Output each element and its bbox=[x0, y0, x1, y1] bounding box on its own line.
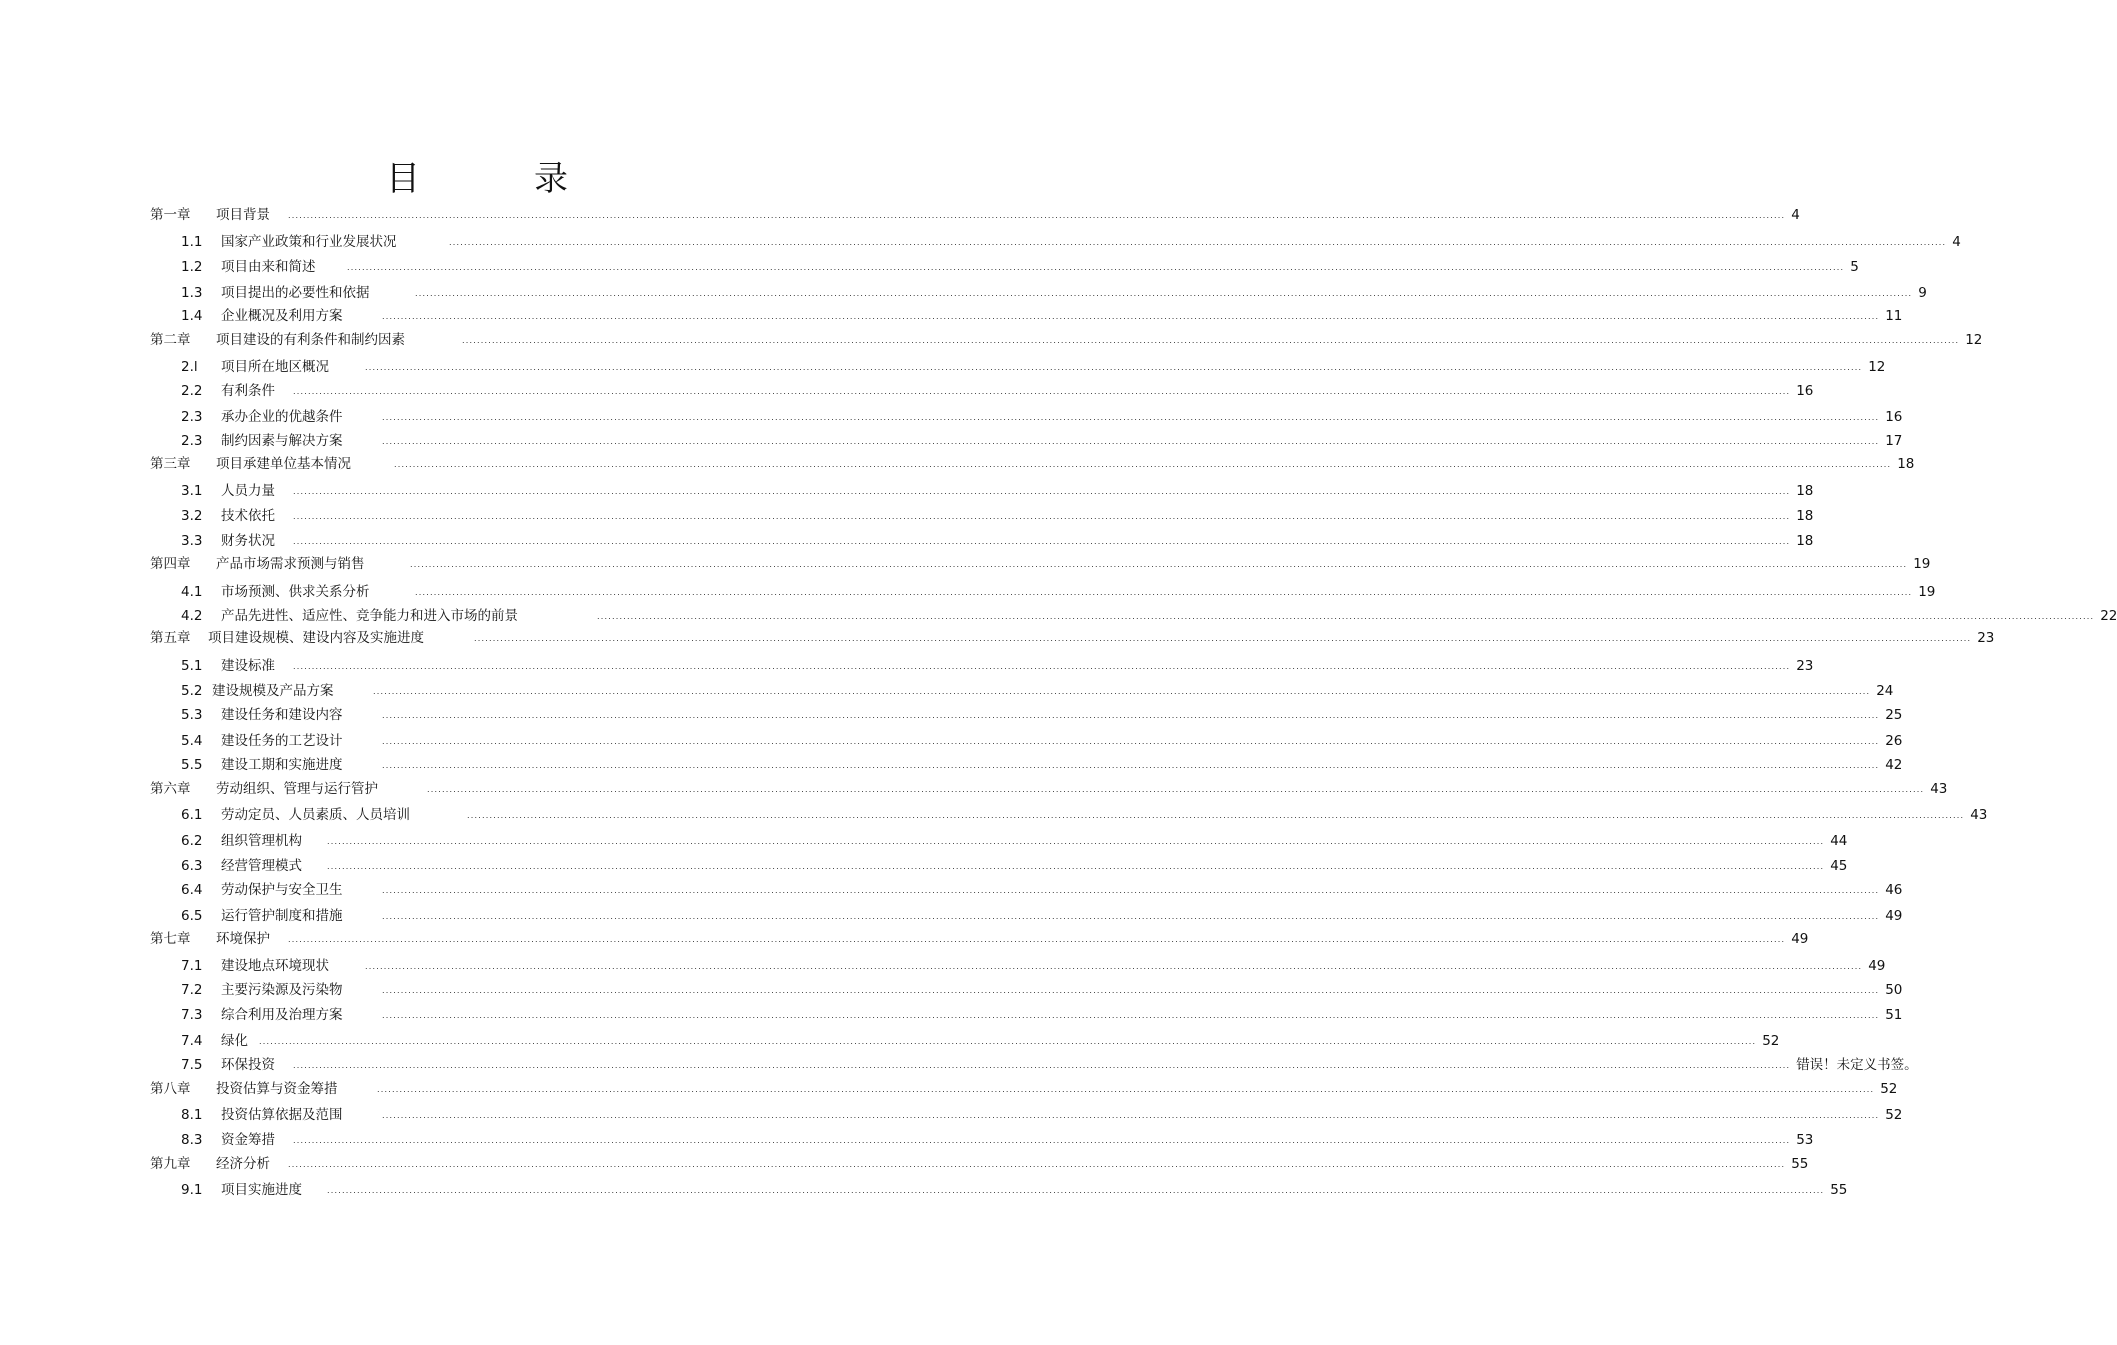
toc-entry-label: 建设规模及产品方案 bbox=[212, 683, 334, 699]
toc-chapter-entry[interactable] bbox=[150, 555, 1931, 575]
toc-section-entry[interactable] bbox=[181, 706, 1903, 726]
toc-page-number: 46 bbox=[1885, 882, 1903, 898]
toc-entry-label: 项目提出的必要性和依据 bbox=[221, 285, 370, 301]
toc-entry-label: 投资估算依据及范围 bbox=[221, 1107, 343, 1123]
toc-entry-label: 企业概况及利用方案 bbox=[221, 308, 343, 324]
toc-entry-number: 第三章 bbox=[150, 456, 191, 472]
toc-leader-dots: ................................................................................................................................................................................................................................................................................................................................................................................................................ bbox=[288, 1160, 1786, 1169]
toc-entry-number: 6.5 bbox=[181, 908, 203, 924]
toc-entry-label: 劳动定员、人员素质、人员培训 bbox=[221, 807, 410, 823]
toc-section-entry[interactable] bbox=[181, 432, 1903, 452]
toc-page-number: 24 bbox=[1876, 683, 1894, 699]
toc-entry-label: 建设任务的工艺设计 bbox=[221, 733, 343, 749]
toc-section-entry[interactable] bbox=[181, 657, 1814, 677]
toc-page-number: 16 bbox=[1885, 409, 1903, 425]
toc-entry-label: 经营管理模式 bbox=[221, 858, 302, 874]
toc-section-entry[interactable] bbox=[181, 532, 1814, 552]
toc-leader-dots: ................................................................................................................................................................................................................................................................................................................................................................................................................ bbox=[293, 662, 1791, 671]
toc-entry-label: 产品市场需求预测与销售 bbox=[216, 556, 365, 572]
toc-leader-dots: ................................................................................................................................................................................................................................................................................................................................................................................................................ bbox=[327, 837, 1825, 846]
toc-section-entry[interactable] bbox=[181, 907, 1903, 927]
toc-section-entry[interactable] bbox=[181, 1006, 1903, 1026]
toc-entry-label: 建设工期和实施进度 bbox=[221, 757, 343, 773]
toc-entry-label: 综合利用及治理方案 bbox=[221, 1007, 343, 1023]
toc-leader-dots: ................................................................................................................................................................................................................................................................................................................................................................................................................ bbox=[382, 437, 1880, 446]
toc-leader-dots: ................................................................................................................................................................................................................................................................................................................................................................................................................ bbox=[415, 588, 1913, 597]
toc-leader-dots: ................................................................................................................................................................................................................................................................................................................................................................................................................ bbox=[415, 289, 1913, 298]
toc-section-entry[interactable] bbox=[181, 881, 1903, 901]
toc-entry-number: 1.2 bbox=[181, 259, 203, 275]
toc-section-entry[interactable] bbox=[181, 981, 1903, 1001]
toc-leader-dots: ................................................................................................................................................................................................................................................................................................................................................................................................................ bbox=[347, 263, 1845, 272]
toc-entry-number: 1.4 bbox=[181, 308, 203, 324]
toc-entry-label: 运行管护制度和措施 bbox=[221, 908, 343, 924]
toc-leader-dots: ................................................................................................................................................................................................................................................................................................................................................................................................................ bbox=[382, 886, 1880, 895]
toc-chapter-entry[interactable] bbox=[150, 206, 1800, 226]
toc-section-entry[interactable] bbox=[181, 358, 1886, 378]
toc-section-entry[interactable] bbox=[181, 682, 1894, 702]
toc-entry-label: 财务状况 bbox=[221, 533, 275, 549]
toc-section-entry[interactable] bbox=[181, 1106, 1903, 1126]
toc-page-number: 52 bbox=[1880, 1081, 1898, 1097]
toc-entry-label: 经济分析 bbox=[216, 1156, 270, 1172]
toc-entry-number: 5.3 bbox=[181, 707, 203, 723]
toc-leader-dots: ................................................................................................................................................................................................................................................................................................................................................................................................................ bbox=[327, 1186, 1825, 1195]
toc-section-entry[interactable] bbox=[181, 1056, 1918, 1076]
toc-leader-dots: ................................................................................................................................................................................................................................................................................................................................................................................................................ bbox=[365, 962, 1863, 971]
toc-leader-dots: ................................................................................................................................................................................................................................................................................................................................................................................................................ bbox=[467, 811, 1965, 820]
toc-entry-number: 3.1 bbox=[181, 483, 203, 499]
toc-entry-label: 项目背景 bbox=[216, 207, 270, 223]
toc-entry-label: 建设地点环境现状 bbox=[221, 958, 329, 974]
toc-leader-dots: ................................................................................................................................................................................................................................................................................................................................................................................................................ bbox=[293, 1061, 1791, 1070]
toc-leader-dots: ................................................................................................................................................................................................................................................................................................................................................................................................................ bbox=[382, 761, 1880, 770]
toc-leader-dots: ................................................................................................................................................................................................................................................................................................................................................................................................................ bbox=[474, 634, 1972, 643]
toc-page-number: 43 bbox=[1930, 781, 1948, 797]
toc-chapter-entry[interactable] bbox=[150, 331, 1983, 351]
toc-section-entry[interactable] bbox=[181, 1131, 1814, 1151]
toc-chapter-entry[interactable] bbox=[150, 1155, 1809, 1175]
toc-entry-number: 3.2 bbox=[181, 508, 203, 524]
toc-leader-dots: ................................................................................................................................................................................................................................................................................................................................................................................................................ bbox=[293, 537, 1791, 546]
toc-entry-label: 项目建设的有利条件和制约因素 bbox=[216, 332, 405, 348]
toc-entry-label: 技术依托 bbox=[221, 508, 275, 524]
toc-entry-number: 8.1 bbox=[181, 1107, 203, 1123]
toc-entry-label: 有利条件 bbox=[221, 383, 275, 399]
toc-chapter-entry[interactable] bbox=[150, 629, 1995, 649]
toc-entry-number: 3.3 bbox=[181, 533, 203, 549]
toc-section-entry[interactable] bbox=[181, 756, 1903, 776]
toc-page-number: 22 bbox=[2100, 608, 2117, 624]
toc-page-number: 26 bbox=[1885, 733, 1903, 749]
toc-entry-label: 项目承建单位基本情况 bbox=[216, 456, 351, 472]
toc-leader-dots: ................................................................................................................................................................................................................................................................................................................................................................................................................ bbox=[410, 560, 1908, 569]
toc-page-number: 12 bbox=[1868, 359, 1886, 375]
toc-entry-number: 6.2 bbox=[181, 833, 203, 849]
toc-leader-dots: ................................................................................................................................................................................................................................................................................................................................................................................................................ bbox=[382, 711, 1880, 720]
toc-section-entry[interactable] bbox=[181, 806, 1988, 826]
toc-leader-dots: ................................................................................................................................................................................................................................................................................................................................................................................................................ bbox=[597, 612, 2095, 621]
toc-section-entry[interactable] bbox=[181, 507, 1814, 527]
toc-leader-dots: ................................................................................................................................................................................................................................................................................................................................................................................................................ bbox=[327, 862, 1825, 871]
toc-page-number: 19 bbox=[1918, 584, 1936, 600]
toc-page-number: 49 bbox=[1885, 908, 1903, 924]
toc-page-number: 44 bbox=[1830, 833, 1848, 849]
toc-entry-number: 2.l bbox=[181, 359, 198, 375]
toc-entry-number: 1.3 bbox=[181, 285, 203, 301]
toc-entry-number: 2.2 bbox=[181, 383, 203, 399]
toc-page-number: 52 bbox=[1885, 1107, 1903, 1123]
toc-section-entry[interactable] bbox=[181, 583, 1936, 603]
toc-leader-dots: ................................................................................................................................................................................................................................................................................................................................................................................................................ bbox=[382, 737, 1880, 746]
toc-page-number: 18 bbox=[1796, 508, 1814, 524]
toc-leader-dots: ................................................................................................................................................................................................................................................................................................................................................................................................................ bbox=[293, 487, 1791, 496]
toc-entry-label: 投资估算与资金筹措 bbox=[216, 1081, 338, 1097]
toc-entry-number: 第六章 bbox=[150, 781, 191, 797]
toc-page-number: 53 bbox=[1796, 1132, 1814, 1148]
toc-entry-number: 5.2 bbox=[181, 683, 203, 699]
toc-page-number: 16 bbox=[1796, 383, 1814, 399]
toc-leader-dots: ................................................................................................................................................................................................................................................................................................................................................................................................................ bbox=[377, 1085, 1875, 1094]
toc-entry-label: 市场预测、供求关系分析 bbox=[221, 584, 370, 600]
toc-entry-number: 7.1 bbox=[181, 958, 203, 974]
toc-entry-number: 1.1 bbox=[181, 234, 203, 250]
toc-chapter-entry[interactable] bbox=[150, 455, 1915, 475]
toc-section-entry[interactable] bbox=[181, 258, 1859, 278]
toc-leader-dots: ................................................................................................................................................................................................................................................................................................................................................................................................................ bbox=[382, 413, 1880, 422]
toc-entry-number: 第二章 bbox=[150, 332, 191, 348]
toc-leader-dots: ................................................................................................................................................................................................................................................................................................................................................................................................................ bbox=[382, 1011, 1880, 1020]
toc-section-entry[interactable] bbox=[181, 607, 2117, 627]
toc-entry-number: 7.2 bbox=[181, 982, 203, 998]
toc-chapter-entry[interactable] bbox=[150, 930, 1809, 950]
toc-entry-label: 环境保护 bbox=[216, 931, 270, 947]
toc-entry-number: 5.4 bbox=[181, 733, 203, 749]
toc-page-number: 4 bbox=[1791, 207, 1800, 223]
toc-leader-dots: ................................................................................................................................................................................................................................................................................................................................................................................................................ bbox=[382, 986, 1880, 995]
toc-chapter-entry[interactable] bbox=[150, 1080, 1898, 1100]
toc-section-entry[interactable] bbox=[181, 482, 1814, 502]
toc-leader-dots: ................................................................................................................................................................................................................................................................................................................................................................................................................ bbox=[382, 1111, 1880, 1120]
toc-entry-label: 项目建设规模、建设内容及实施进度 bbox=[208, 630, 424, 646]
toc-entry-label: 项目实施进度 bbox=[221, 1182, 302, 1198]
toc-entry-label: 主要污染源及污染物 bbox=[221, 982, 343, 998]
toc-entry-number: 第八章 bbox=[150, 1081, 191, 1097]
toc-entry-number: 5.1 bbox=[181, 658, 203, 674]
toc-entry-number: 第四章 bbox=[150, 556, 191, 572]
toc-entry-label: 建设任务和建设内容 bbox=[221, 707, 343, 723]
toc-page-number: 50 bbox=[1885, 982, 1903, 998]
toc-leader-dots: ................................................................................................................................................................................................................................................................................................................................................................................................................ bbox=[293, 387, 1791, 396]
toc-entry-number: 第九章 bbox=[150, 1156, 191, 1172]
toc-section-entry[interactable] bbox=[181, 832, 1848, 852]
toc-page-number: 9 bbox=[1918, 285, 1927, 301]
toc-entry-label: 项目所在地区概况 bbox=[221, 359, 329, 375]
toc-entry-number: 6.3 bbox=[181, 858, 203, 874]
toc-leader-dots: ................................................................................................................................................................................................................................................................................................................................................................................................................ bbox=[293, 512, 1791, 521]
toc-entry-label: 劳动组织、管理与运行管护 bbox=[216, 781, 378, 797]
toc-section-entry[interactable] bbox=[181, 307, 1903, 327]
toc-entry-number: 第五章 bbox=[150, 630, 191, 646]
toc-page-number: 55 bbox=[1830, 1182, 1848, 1198]
toc-entry-number: 9.1 bbox=[181, 1182, 203, 1198]
toc-leader-dots: ................................................................................................................................................................................................................................................................................................................................................................................................................ bbox=[373, 687, 1871, 696]
toc-section-entry[interactable] bbox=[181, 284, 1927, 304]
toc-section-entry[interactable] bbox=[181, 732, 1903, 752]
toc-leader-dots: ................................................................................................................................................................................................................................................................................................................................................................................................................ bbox=[382, 912, 1880, 921]
toc-leader-dots: ................................................................................................................................................................................................................................................................................................................................................................................................................ bbox=[288, 935, 1786, 944]
toc-page-number: 45 bbox=[1830, 858, 1848, 874]
toc-page-number: 17 bbox=[1885, 433, 1903, 449]
toc-page-number: 23 bbox=[1977, 630, 1995, 646]
toc-section-entry[interactable] bbox=[181, 233, 1961, 253]
toc-chapter-entry[interactable] bbox=[150, 780, 1948, 800]
toc-page-number: 49 bbox=[1791, 931, 1809, 947]
toc-page-number: 错误！未定义书签。 bbox=[1796, 1057, 1918, 1073]
toc-section-entry[interactable] bbox=[181, 1181, 1848, 1201]
toc-entry-label: 项目由来和简述 bbox=[221, 259, 316, 275]
toc-entry-number: 7.3 bbox=[181, 1007, 203, 1023]
toc-entry-number: 2.3 bbox=[181, 433, 203, 449]
toc-entry-label: 制约因素与解决方案 bbox=[221, 433, 343, 449]
toc-leader-dots: ................................................................................................................................................................................................................................................................................................................................................................................................................ bbox=[449, 238, 1947, 247]
toc-entry-number: 7.5 bbox=[181, 1057, 203, 1073]
toc-page-number: 18 bbox=[1897, 456, 1915, 472]
toc-page-number: 19 bbox=[1913, 556, 1931, 572]
toc-section-entry[interactable] bbox=[181, 382, 1814, 402]
toc-page-number: 43 bbox=[1970, 807, 1988, 823]
toc-leader-dots: ................................................................................................................................................................................................................................................................................................................................................................................................................ bbox=[394, 460, 1892, 469]
toc-page-number: 42 bbox=[1885, 757, 1903, 773]
toc-page-number: 23 bbox=[1796, 658, 1814, 674]
toc-page-number: 52 bbox=[1762, 1033, 1780, 1049]
toc-page-number: 4 bbox=[1952, 234, 1961, 250]
toc-page-number: 12 bbox=[1965, 332, 1983, 348]
toc-page-number: 51 bbox=[1885, 1007, 1903, 1023]
toc-page-number: 5 bbox=[1850, 259, 1859, 275]
toc-page-number: 55 bbox=[1791, 1156, 1809, 1172]
toc-entry-number: 第七章 bbox=[150, 931, 191, 947]
toc-entry-label: 建设标准 bbox=[221, 658, 275, 674]
toc-entry-number: 2.3 bbox=[181, 409, 203, 425]
toc-title: 目 录 bbox=[386, 159, 608, 199]
toc-page-number: 11 bbox=[1885, 308, 1903, 324]
toc-entry-label: 国家产业政策和行业发展状况 bbox=[221, 234, 397, 250]
toc-section-entry[interactable] bbox=[181, 408, 1903, 428]
toc-leader-dots: ................................................................................................................................................................................................................................................................................................................................................................................................................ bbox=[293, 1136, 1791, 1145]
toc-page-number: 18 bbox=[1796, 533, 1814, 549]
toc-entry-number: 7.4 bbox=[181, 1033, 203, 1049]
toc-section-entry[interactable] bbox=[181, 957, 1886, 977]
toc-entry-label: 人员力量 bbox=[221, 483, 275, 499]
toc-entry-label: 环保投资 bbox=[221, 1057, 275, 1073]
toc-leader-dots: ................................................................................................................................................................................................................................................................................................................................................................................................................ bbox=[259, 1037, 1757, 1046]
toc-entry-number: 第一章 bbox=[150, 207, 191, 223]
toc-page-number: 49 bbox=[1868, 958, 1886, 974]
toc-entry-label: 绿化 bbox=[221, 1033, 248, 1049]
toc-entry-number: 5.5 bbox=[181, 757, 203, 773]
toc-entry-label: 承办企业的优越条件 bbox=[221, 409, 343, 425]
toc-leader-dots: ................................................................................................................................................................................................................................................................................................................................................................................................................ bbox=[427, 785, 1925, 794]
toc-page-number: 18 bbox=[1796, 483, 1814, 499]
toc-entry-label: 产品先进性、适应性、竞争能力和进入市场的前景 bbox=[221, 608, 518, 624]
toc-entry-number: 8.3 bbox=[181, 1132, 203, 1148]
toc-entry-label: 组织管理机构 bbox=[221, 833, 302, 849]
toc-entry-label: 资金筹措 bbox=[221, 1132, 275, 1148]
toc-entry-number: 6.1 bbox=[181, 807, 203, 823]
toc-leader-dots: ................................................................................................................................................................................................................................................................................................................................................................................................................ bbox=[382, 312, 1880, 321]
toc-entry-number: 6.4 bbox=[181, 882, 203, 898]
toc-leader-dots: ................................................................................................................................................................................................................................................................................................................................................................................................................ bbox=[365, 363, 1863, 372]
toc-entry-label: 劳动保护与安全卫生 bbox=[221, 882, 343, 898]
toc-leader-dots: ................................................................................................................................................................................................................................................................................................................................................................................................................ bbox=[288, 211, 1786, 220]
toc-entry-number: 4.2 bbox=[181, 608, 203, 624]
toc-page-number: 25 bbox=[1885, 707, 1903, 723]
toc-section-entry[interactable] bbox=[181, 857, 1848, 877]
toc-section-entry[interactable] bbox=[181, 1032, 1780, 1052]
toc-leader-dots: ................................................................................................................................................................................................................................................................................................................................................................................................................ bbox=[462, 336, 1960, 345]
toc-entry-number: 4.1 bbox=[181, 584, 203, 600]
